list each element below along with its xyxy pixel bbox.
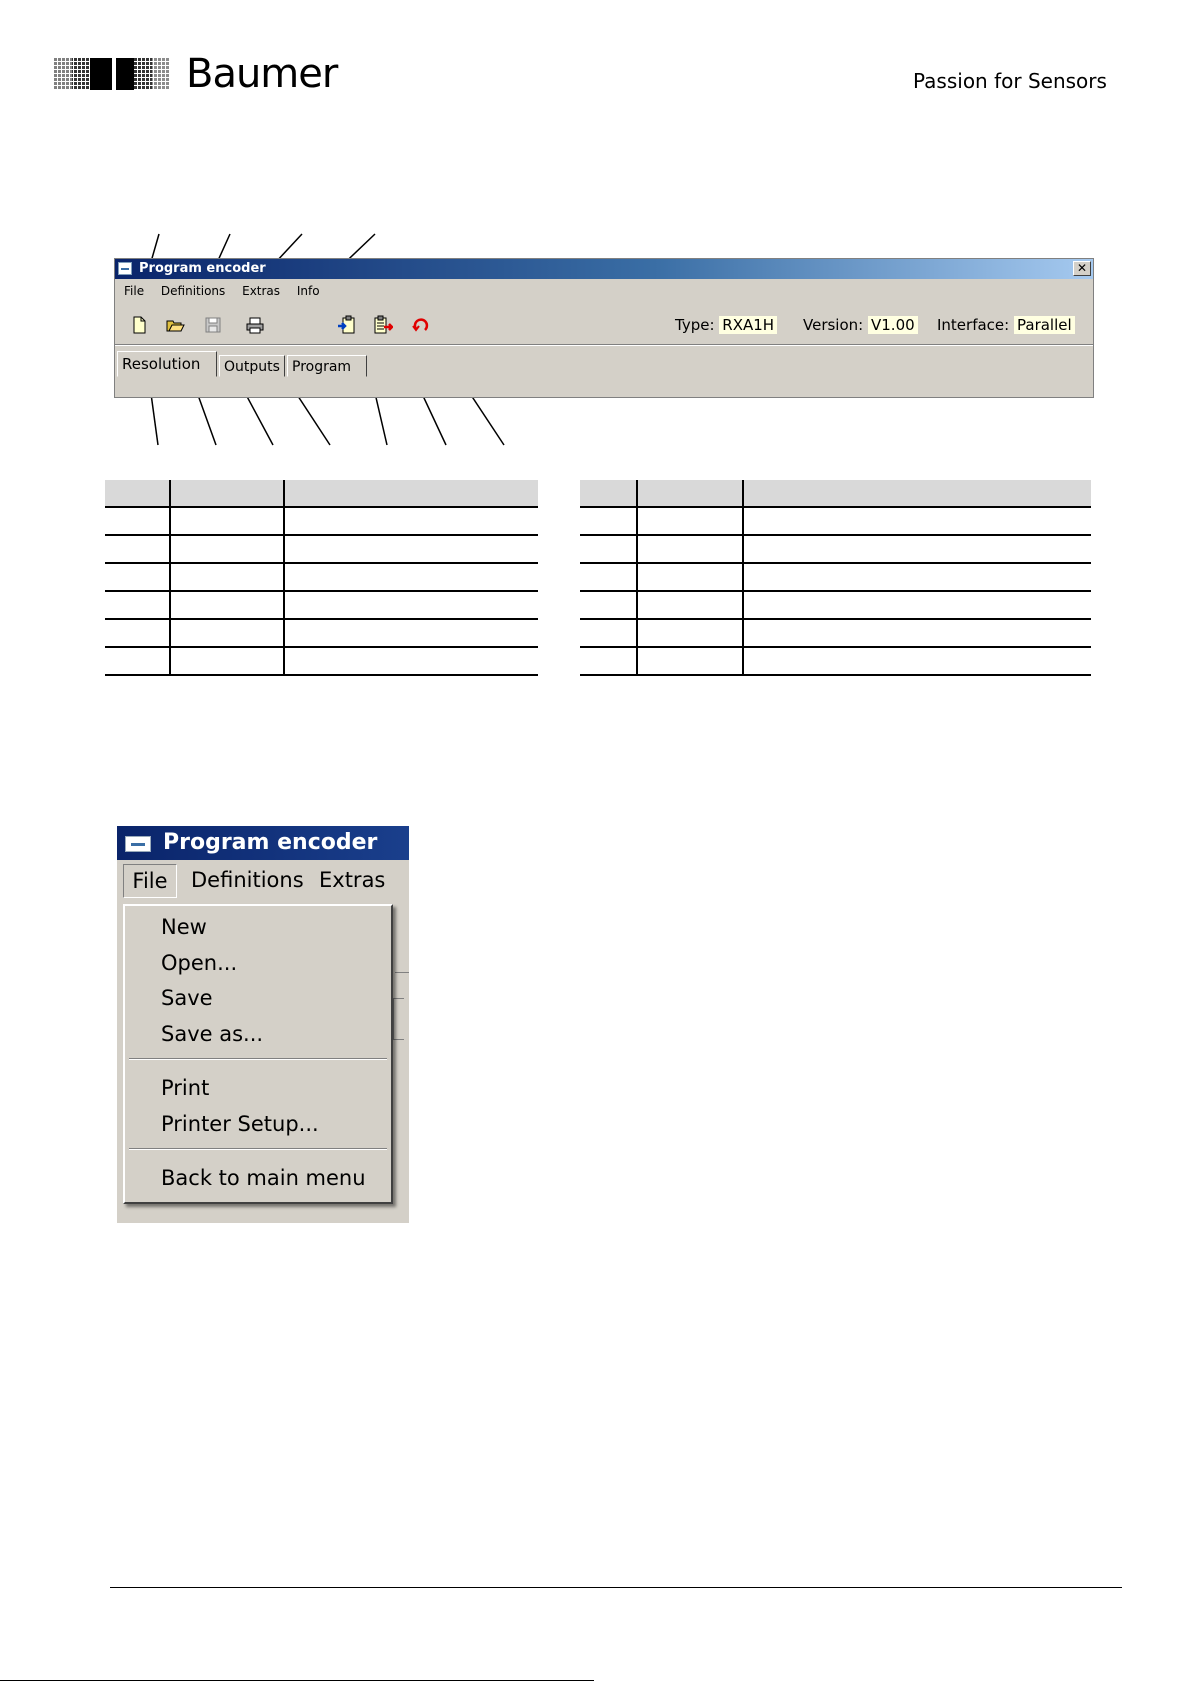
- menu-item-print[interactable]: Print: [161, 1076, 210, 1100]
- program-encoder-window: [114, 258, 1094, 398]
- table-row: [580, 619, 1091, 647]
- baumer-logo: [54, 52, 354, 96]
- bottom-rule: [0, 1680, 594, 1681]
- menu-file[interactable]: File: [124, 284, 145, 298]
- menu-item-open[interactable]: Open...: [161, 951, 238, 975]
- menu-definitions[interactable]: Definitions: [191, 868, 304, 892]
- menu-definitions[interactable]: Definitions: [160, 284, 226, 298]
- tab-program[interactable]: Program: [287, 355, 367, 377]
- table-header-row: [105, 480, 538, 507]
- table-row: [580, 647, 1091, 675]
- table-row: [105, 535, 538, 563]
- file-dropdown: [123, 904, 393, 1204]
- menu-extras[interactable]: Extras: [319, 868, 386, 892]
- app-icon: [125, 836, 151, 852]
- menu-info[interactable]: Info: [296, 284, 320, 298]
- menu-file-open[interactable]: File: [123, 864, 177, 898]
- menu-item-new[interactable]: New: [161, 915, 207, 939]
- menu-item-printer-setup[interactable]: Printer Setup...: [161, 1112, 319, 1136]
- menu-window-title-bar: [117, 826, 409, 860]
- close-button[interactable]: ✕: [1073, 261, 1091, 276]
- tagline: Passion for Sensors: [913, 69, 1107, 93]
- table-row: [105, 591, 538, 619]
- footer-rule: [110, 1587, 1122, 1588]
- table-row: [105, 619, 538, 647]
- file-menu-screenshot: [117, 826, 409, 1223]
- save-disk-icon[interactable]: [203, 315, 223, 335]
- table-header-row: [580, 480, 1091, 507]
- toolbar-divider: [115, 344, 1094, 346]
- table-row: [580, 535, 1091, 563]
- read-encoder-icon[interactable]: [337, 315, 357, 335]
- table-row: [105, 563, 538, 591]
- toolbar: [115, 307, 1094, 341]
- table-row: [580, 563, 1091, 591]
- menu-window-title: Program encoder: [163, 830, 378, 855]
- type-label: Type:: [675, 316, 715, 334]
- version-label: Version:: [803, 316, 864, 334]
- reset-icon[interactable]: [411, 315, 431, 335]
- tab-outputs[interactable]: Outputs: [219, 355, 285, 377]
- menu-separator: [129, 1058, 387, 1060]
- new-file-icon[interactable]: [129, 315, 149, 335]
- tab-resolution[interactable]: Resolution: [117, 351, 217, 377]
- type-value: RXA1H: [719, 316, 777, 334]
- version-value: V1.00: [868, 316, 918, 334]
- table-row: [105, 507, 538, 535]
- window-title: Program encoder: [139, 261, 266, 276]
- window-title-bar: [115, 259, 1094, 279]
- interface-value: Parallel: [1014, 316, 1075, 334]
- app-icon: [118, 262, 132, 275]
- brand-name: Baumer: [186, 51, 338, 97]
- menu-bar: [115, 281, 324, 301]
- table-left: [105, 480, 538, 676]
- menu-item-back-to-main[interactable]: Back to main menu: [161, 1166, 366, 1190]
- logo-dot-pattern-icon: [54, 58, 170, 90]
- menu-separator: [129, 1148, 387, 1150]
- table-row: [580, 591, 1091, 619]
- table-row: [580, 507, 1091, 535]
- printer-icon[interactable]: [245, 315, 265, 335]
- interface-label: Interface:: [937, 316, 1010, 334]
- table-right: [580, 480, 1091, 676]
- menu-item-save-as[interactable]: Save as...: [161, 1022, 264, 1046]
- menu-extras[interactable]: Extras: [242, 284, 281, 298]
- open-folder-icon[interactable]: [165, 315, 185, 335]
- write-encoder-icon[interactable]: [373, 315, 393, 335]
- menu-item-save[interactable]: Save: [161, 986, 213, 1010]
- table-row: [105, 647, 538, 675]
